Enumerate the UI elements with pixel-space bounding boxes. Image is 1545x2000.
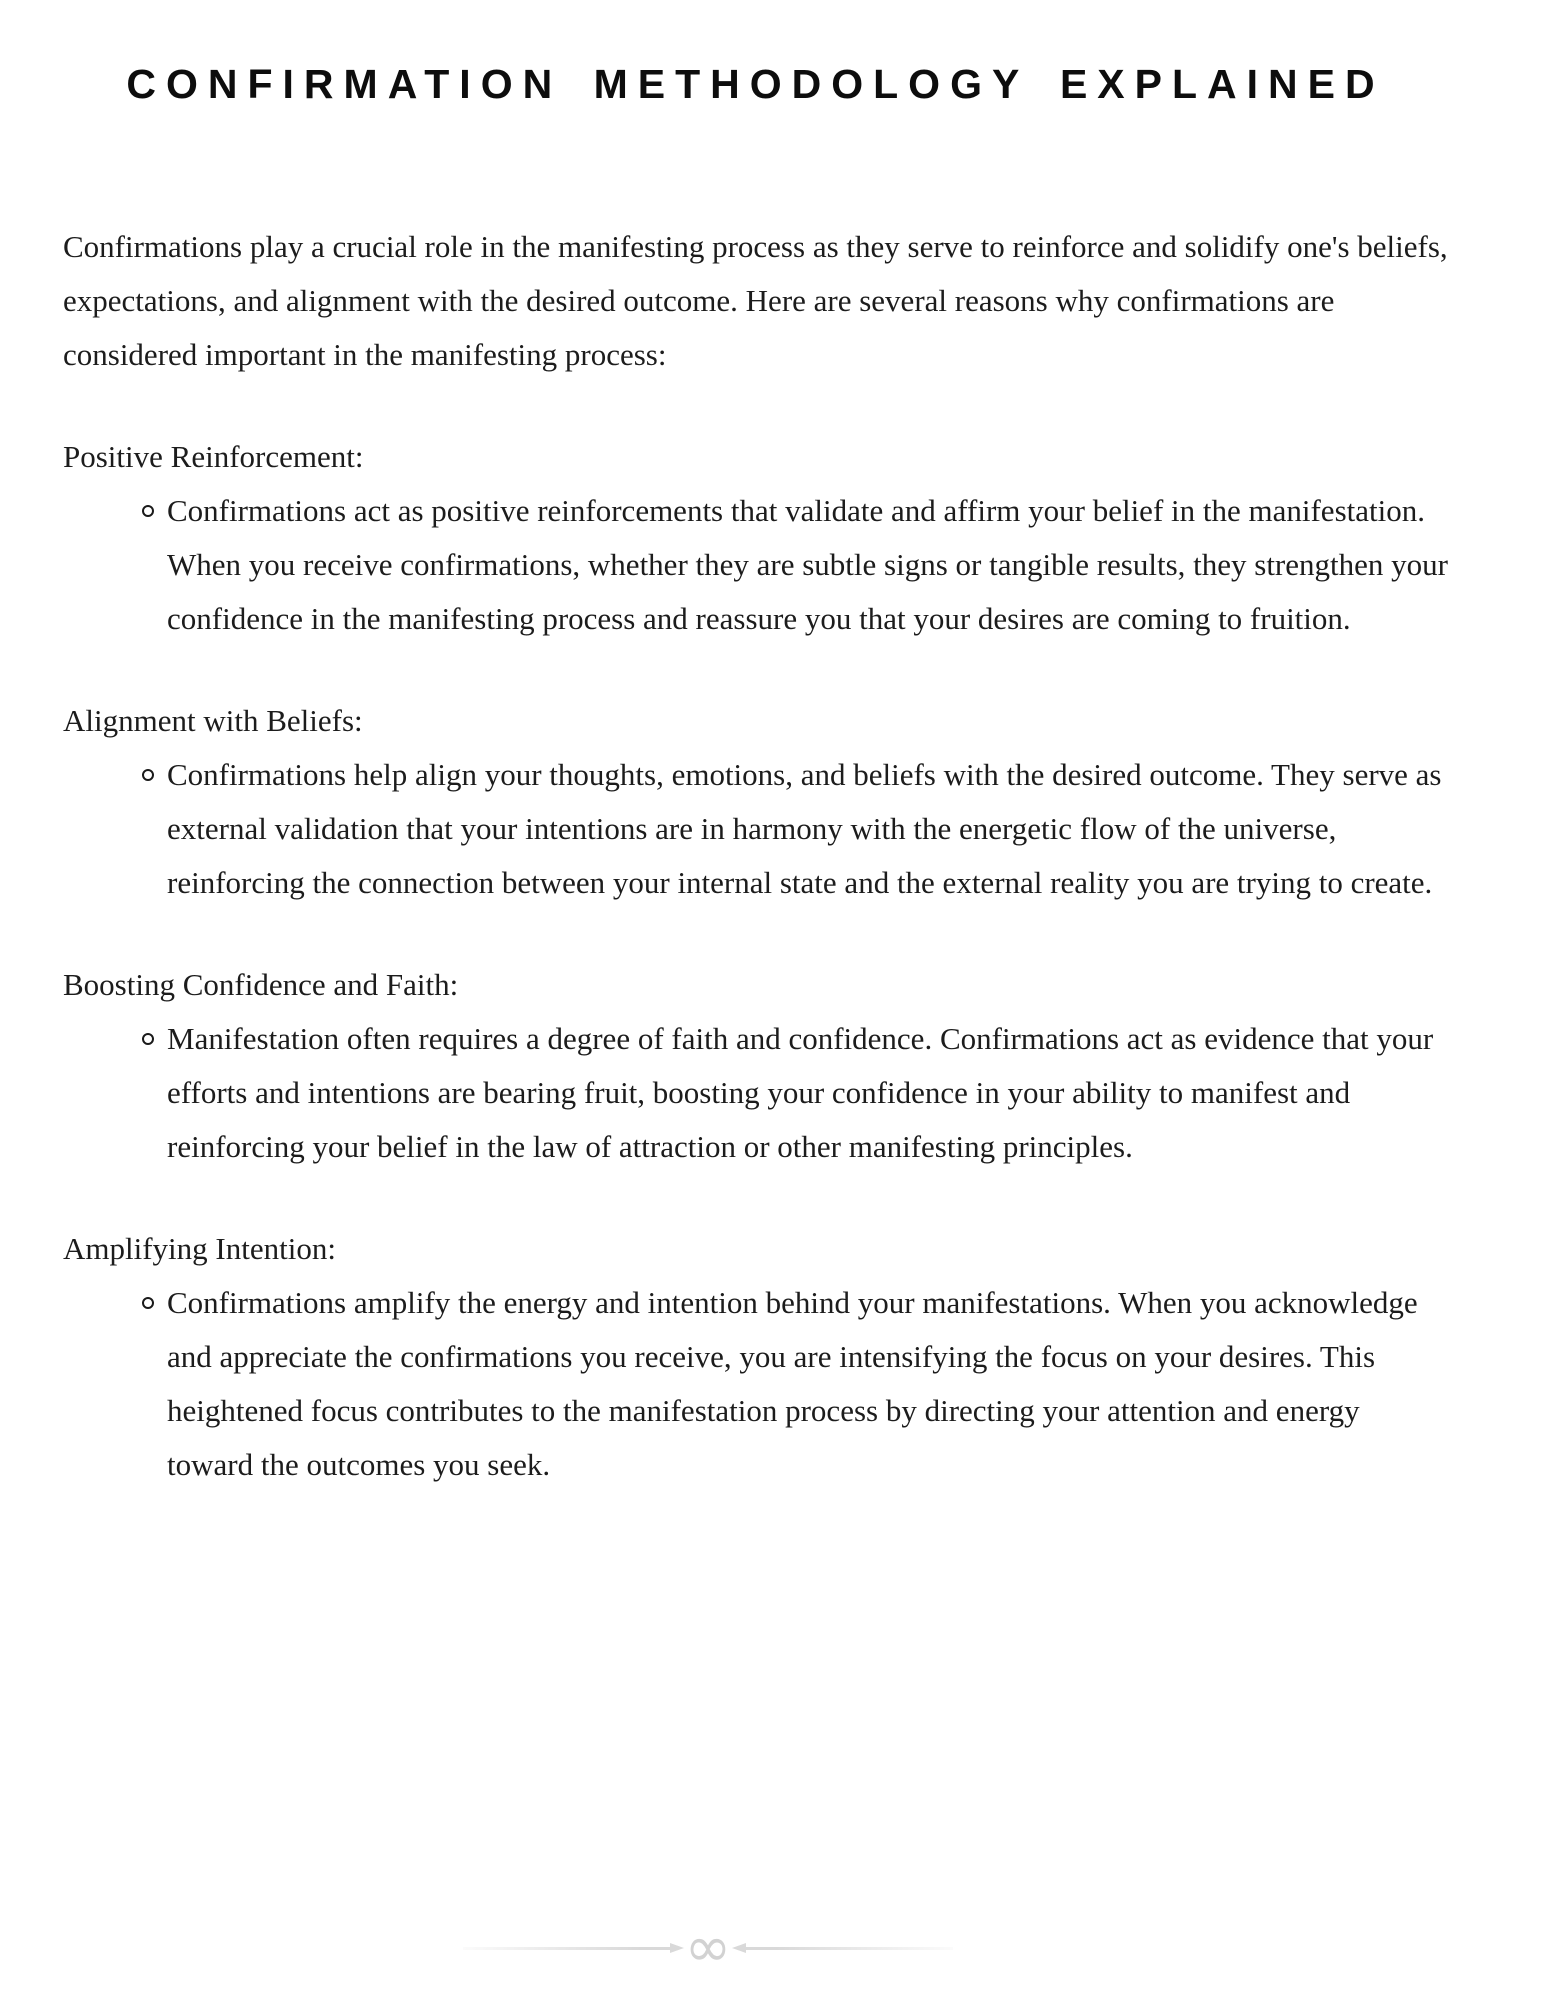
list-item-text: Confirmations help align your thoughts, emotions, and beliefs with the desired outcome. They serve as external validation that your intentions are in harmony with the energetic flow of the universe, reinforcing the connection between your internal state and the external reality you are trying to create. <box>167 757 1442 900</box>
section-alignment-with-beliefs <box>63 694 1448 910</box>
bullet-list <box>63 1012 1448 1174</box>
circle-bullet-icon <box>142 1033 154 1045</box>
section-heading: Boosting Confidence and Faith: <box>63 967 459 1002</box>
list-item <box>63 1276 1448 1492</box>
section-heading: Alignment with Beliefs: <box>63 703 363 738</box>
decorative-divider <box>463 1915 953 1980</box>
list-item-text: Manifestation often requires a degree of faith and confidence. Confirmations act as evidence that your efforts and intentions are bearing fruit, boosting your confidence in your ability to manifest and reinforcing your belief in the law of attraction or other manifesting principles. <box>167 1021 1434 1164</box>
section-amplifying-intention <box>63 1222 1448 1492</box>
list-item <box>63 748 1448 910</box>
page-content <box>63 60 1448 1492</box>
section-positive-reinforcement <box>63 430 1448 646</box>
page-title: CONFIRMATION METHODOLOGY EXPLAINED <box>126 61 1385 107</box>
bullet-list <box>63 1276 1448 1492</box>
section-boosting-confidence-and-faith <box>63 958 1448 1174</box>
circle-bullet-icon <box>142 769 154 781</box>
intro-paragraph: Confirmations play a crucial role in the manifesting process as they serve to reinforce and solidify one's beliefs, expectations, and alignment with the desired outcome. Here are several reasons why confirmations are considered important in the manifesting process: <box>63 229 1448 372</box>
circle-bullet-icon <box>142 1297 154 1309</box>
infinity-icon: ∞ <box>684 1915 732 1980</box>
list-item-text: Confirmations act as positive reinforcements that validate and affirm your belief in the manifestation. When you receive confirmations, whether they are subtle signs or tangible results, they strengthen your confidence in the manifesting process and reassure you that your desires are coming to fruition. <box>167 493 1448 636</box>
list-item <box>63 1012 1448 1174</box>
section-heading: Positive Reinforcement: <box>63 439 364 474</box>
list-item-text: Confirmations amplify the energy and intention behind your manifestations. When you acknowledge and appreciate the confirmations you receive, you are intensifying the focus on your desires. This heightened focus contributes to the manifestation process by directing your attention and energy toward the outcomes you seek. <box>167 1285 1418 1482</box>
list-item <box>63 484 1448 646</box>
bullet-list <box>63 484 1448 646</box>
bullet-list <box>63 748 1448 910</box>
divider-line-right <box>745 1947 953 1950</box>
divider-line-left <box>463 1947 671 1950</box>
circle-bullet-icon <box>142 505 154 517</box>
section-heading: Amplifying Intention: <box>63 1231 336 1266</box>
